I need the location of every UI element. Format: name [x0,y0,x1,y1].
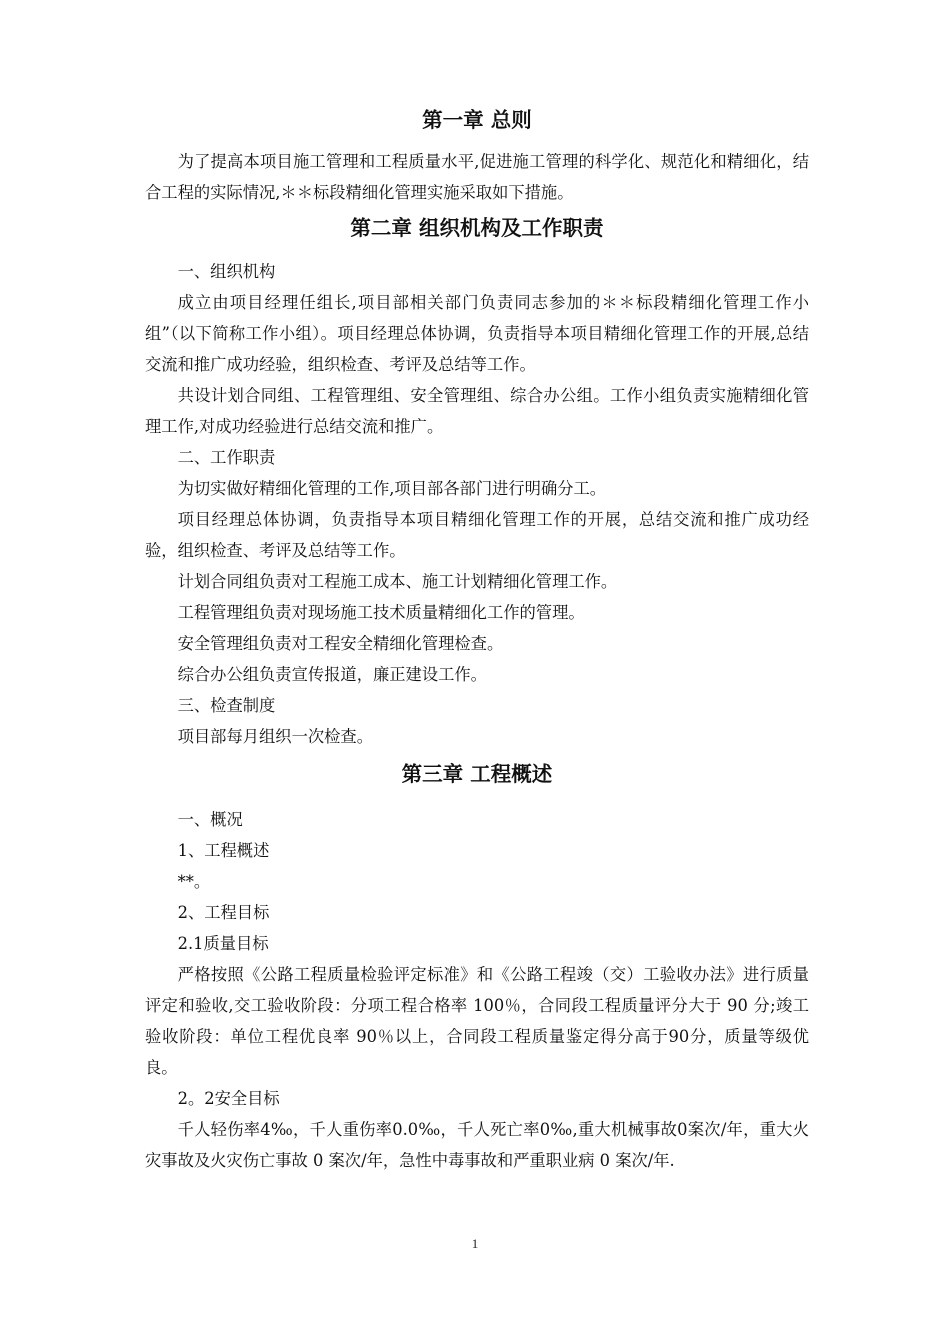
paragraph: **。 [177,872,211,891]
chapter-2-title: 第二章 组织机构及工作职责 [350,216,604,240]
subsection-heading: 2.1质量目标 [177,934,269,953]
paragraph: 安全管理组负责对工程安全精细化管理检查。 [177,634,504,653]
paragraph: 计划合同组负责对工程施工成本、施工计划精细化管理工作。 [177,572,618,591]
paragraph: 项目经理总体协调，负责指导本项目精细化管理工作的开展，总结交流和推广成功经验，组织检查、考评及总结等工作。 [145,510,809,560]
paragraph: 成立由项目经理任组长,项目部相关部门负责同志参加的＊＊标段精细化管理工作小组”（以下简称工作小组）。项目经理总体协调，负责指导本项目精细化管理工作的开展,总结交流和推广成功经验，组织检查、考评及总结等工作。 [145,293,809,374]
section-heading-organization: 一、组织机构 [177,262,276,281]
paragraph: 为切实做好精细化管理的工作,项目部各部门进行明确分工。 [177,479,607,498]
chapter-3-title: 第三章 工程概述 [401,762,553,786]
paragraph: 项目部每月组织一次检查。 [177,727,373,746]
paragraph: 共设计划合同组、工程管理组、安全管理组、综合办公组。工作小组负责实施精细化管理工作,对成功经验进行总结交流和推广。 [145,386,809,436]
document-body [145,104,809,1176]
chapter-1-title: 第一章 总则 [422,108,532,132]
subsection-heading: 2、工程目标 [177,903,270,922]
section-heading-overview: 一、概况 [177,810,243,829]
paragraph: 综合办公组负责宣传报道，廉正建设工作。 [177,665,487,684]
section-heading-inspection: 三、检查制度 [177,696,276,715]
subsection-heading: 2。2安全目标 [177,1089,280,1108]
chapter-1-paragraph: 为了提高本项目施工管理和工程质量水平,促进施工管理的科学化、规范化和精细化，结合工程的实际情况,＊＊标段精细化管理实施采取如下措施。 [145,152,809,202]
paragraph: 工程管理组负责对现场施工技术质量精细化工作的管理。 [177,603,585,622]
paragraph: 千人轻伤率4‰，千人重伤率0.0‰，千人死亡率0‰,重大机械事故0案次/年，重大火灾事故及火灾伤亡事故 0 案次/年，急性中毒事故和严重职业病 0 案次/年. [145,1120,809,1170]
page-number: 1 [471,1236,479,1251]
paragraph: 严格按照《公路工程质量检验评定标准》和《公路工程竣（交）工验收办法》进行质量评定和验收,交工验收阶段：分项工程合格率 100％，合同段工程质量评分大于 90 分;竣工验收阶段：单位工程优良率 90％以上，合同段工程质量鉴定得分高于90分，质量等级优良。 [145,965,809,1077]
section-heading-duties: 二、工作职责 [177,448,276,467]
subsection-heading: 1、工程概述 [177,841,270,860]
